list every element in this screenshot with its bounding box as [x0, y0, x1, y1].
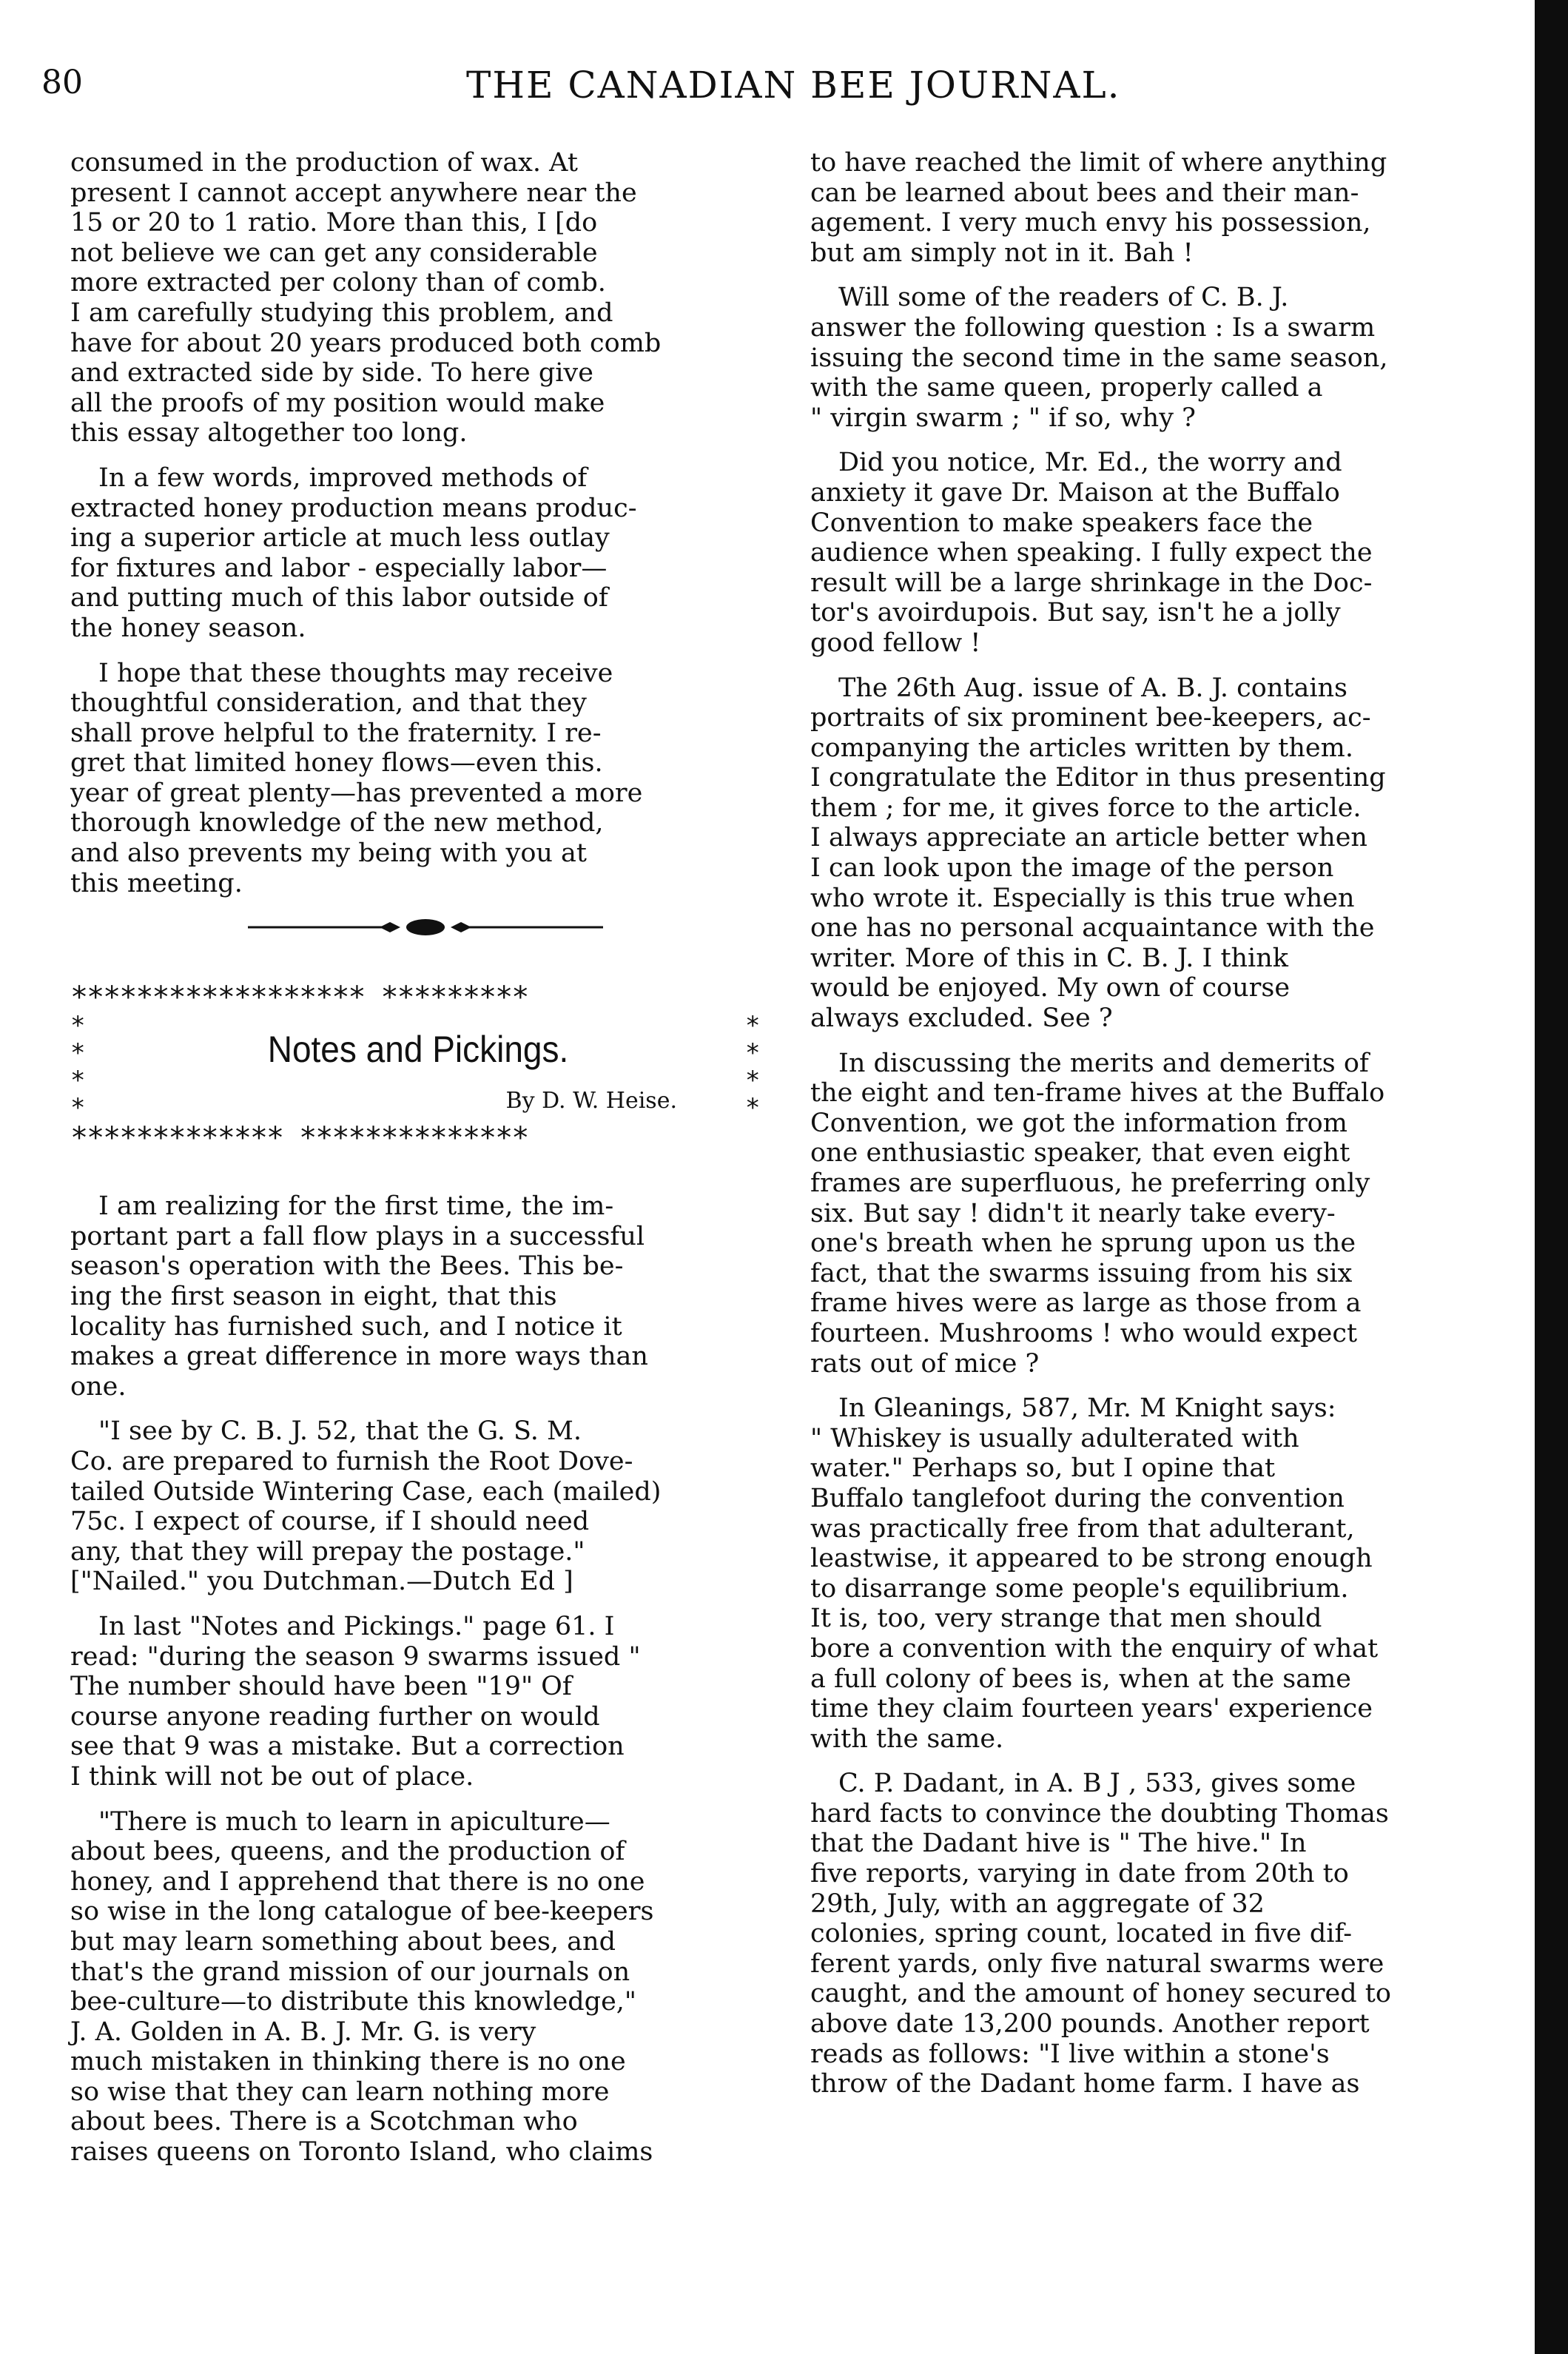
section-title: Notes and Pickings.	[267, 1029, 569, 1071]
section-divider-ornament	[248, 916, 603, 938]
paragraph: Did you notice, Mr. Ed., the worry and anxiety it gave Dr. Maison at the Buffalo Convention to make speakers face the audience when speaking. I fully expect the result will be a large shrinkage in the Doc- tor's avoirdupois. But say, isn't he a jolly good fellow !	[810, 448, 1373, 658]
page-number: 80	[41, 64, 83, 101]
box-border-top: ****************** *********	[70, 983, 528, 1013]
paragraph: In discussing the merits and demerits of the eight and ten-frame hives at the Buffalo Convention, we got the information from one enthusiastic speaker, that even eight frames are superfluous, he preferring only six. But say ! didn't it nearly take every- one's breath when he sprung upon us the fact, that the swarms issuing from his six frame hives were as large as those from a fourteen. Mushrooms ! who would expect rats out of mice ?	[810, 1048, 1385, 1379]
paragraph: In last "Notes and Pickings." page 61. I read: "during the season 9 swarms issued " The number should have been "19" Of course anyone reading further on would see that 9 was a mistake. But a correction I think will not be out of place.	[70, 1611, 641, 1792]
scan-margin-edge	[1535, 0, 1568, 2354]
paragraph: Will some of the readers of C. B. J. answer the following question : Is a swarm issuing the second time in the same season, with the same queen, properly called a " virgin swarm ; " if so, why ?	[810, 283, 1388, 433]
paragraph: The 26th Aug. issue of A. B. J. contains portraits of six prominent bee-keepers, ac- companying the articles written by them. I congratulate the Editor in thus presenting them ; for me, it gives force to the article. I always appreciate an article better when I can look upon the image of the person who wrote it. Especially is this true when one has no personal acquaintance with the writer. More of this in C. B. J. I think would be enjoyed. My own of course always excluded. See ?	[810, 673, 1386, 1034]
box-border-left: * * * *	[70, 1011, 86, 1123]
paragraph: "I see by C. B. J. 52, that the G. S. M. Co. are prepared to furnish the Root Dove- tailed Outside Wintering Case, each (mailed) 75c. I expect of course, if I should need any, that they will prepay the postage." ["Nailed." you Dutchman.—Dutch Ed ]	[70, 1416, 662, 1597]
paragraph: C. P. Dadant, in A. B J , 533, gives some hard facts to convince the doubting Thomas that the Dadant hive is " The hive." In five reports, varying in date from 20th to 29th, July, with an aggregate of 32 colonies, spring count, located in five dif- ferent yards, only five natural swarms were caught, and the amount of honey secured to above date 13,200 pounds. Another report reads as follows: "I live within a stone's throw of the Dadant home farm. I have as	[810, 1769, 1391, 2099]
paragraph: In a few words, improved methods of extracted honey production means produc- ing a superior article at much less outlay for fixtures and labor - especially labor— and putting much of this labor outside of the honey season.	[70, 463, 637, 643]
right-column	[810, 148, 1528, 2114]
section-header-box	[70, 983, 766, 1153]
paragraph: In Gleanings, 587, Mr. M Knight says: " Whiskey is usually adulterated with water." Perhaps so, but I opine that Buffalo tanglefoot during the convention was practically free from that adulterant, leastwise, it appeared to be strong enough to disarrange some people's equilibrium. It is, too, very strange that men should bore a convention with the enquiry of what a full colony of bees is, when at the same time they claim fourteen years' experience with the same.	[810, 1393, 1379, 1754]
section-byline: By D. W. Heise.	[505, 1088, 677, 1114]
box-border-right: * * * *	[745, 1011, 761, 1123]
paragraph: I hope that these thoughts may receive thoughtful consideration, and that they shall prove helpful to the fraternity. I re- gret that limited honey flows—even this. year of great plenty—has prevented a more thorough knowledge of the new method, and also prevents my being with you at this meeting.	[70, 658, 643, 898]
journal-title: THE CANADIAN BEE JOURNAL.	[466, 64, 1121, 107]
paragraph: to have reached the limit of where anything can be learned about bees and their man- agement. I very much envy his possession, but am simply not in it. Bah !	[810, 148, 1387, 268]
box-border-bottom: ************* **************	[70, 1123, 528, 1154]
paragraph: "There is much to learn in apiculture— about bees, queens, and the production of honey, and I apprehend that there is no one so wise in the long catalogue of bee-keepers but may learn something about bees, and that's the grand mission of our journals on bee-culture—to distribute this knowledge," J. A. Golden in A. B. J. Mr. G. is very much mistaken in thinking there is no one so wise that they can learn nothing more about bees. There is a Scotchman who raises queens on Toronto Island, who claims	[70, 1806, 654, 2168]
paragraph: consumed in the production of wax. At present I cannot accept anywhere near the 15 or 20 to 1 ratio. More than this, I [do not believe we can get any considerable more extracted per colony than of comb. I am carefully studying this problem, and have for about 20 years produced both comb and extracted side by side. To here give all the proofs of my position would make this essay altogether too long.	[70, 148, 662, 448]
left-column	[70, 148, 781, 2182]
paragraph: I am realizing for the first time, the im- portant part a fall flow plays in a successful season's operation with the Bees. This be- ing the first season in eight, that this locality has furnished such, and I notice it makes a great difference in more ways than one.	[70, 1191, 648, 1402]
